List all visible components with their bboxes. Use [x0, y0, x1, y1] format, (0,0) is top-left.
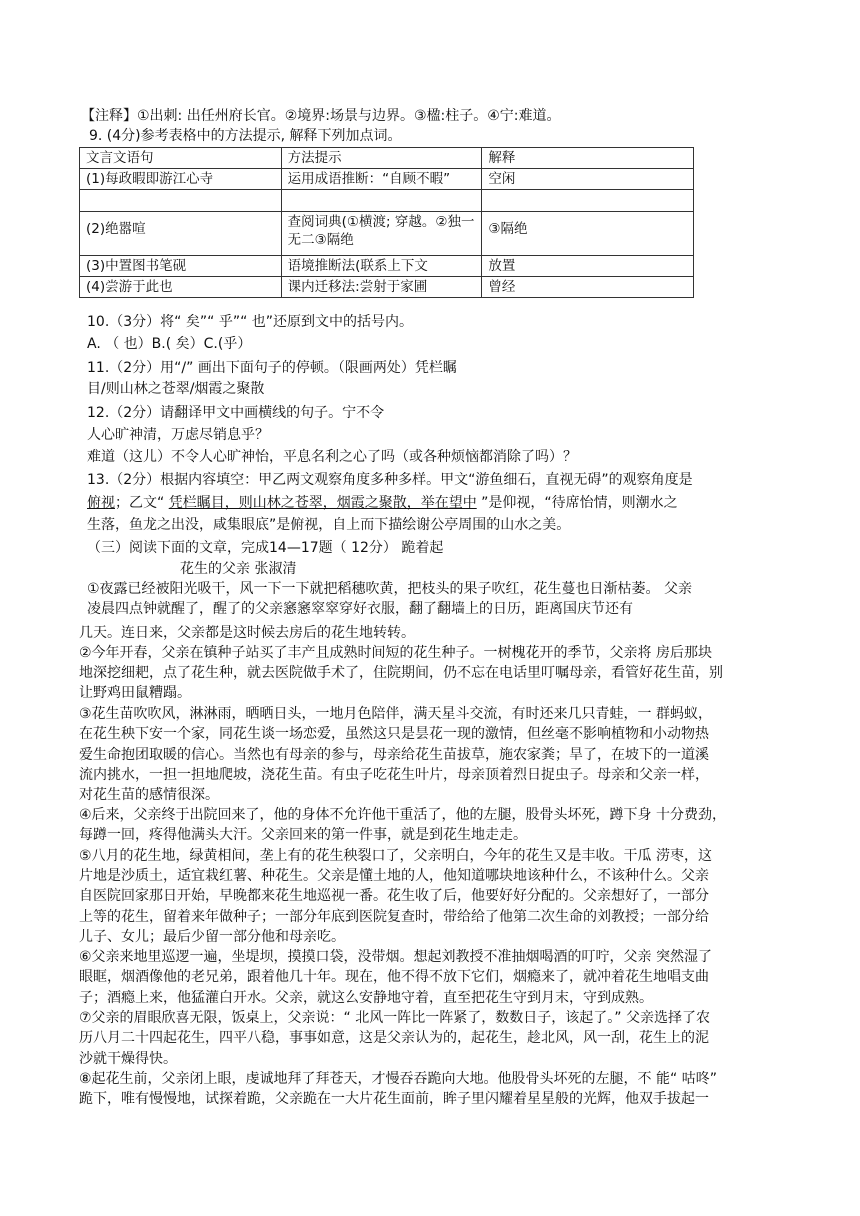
paragraph-line: ④后来，父亲终于出院回来了，他的身体不允许他干重活了，他的左腿，股骨头坏死，蹲下身 十分费劲， — [79, 807, 726, 823]
section-3-heading: （三）阅读下面的文章，完成14—17题（ 12分） 跪着起 — [87, 540, 444, 556]
question-13-prompt: 13.（2分）根据内容填空：甲乙两文观察角度多种多样。甲文“游鱼细石，直视无碍”的观察角度是 — [87, 472, 693, 488]
paragraph-line: 儿子、女儿；最后少留一部分他和母亲吃。 — [79, 929, 345, 945]
paragraph-line: 几天。连日来，父亲都是这时候去房后的花生地转转。 — [79, 625, 415, 641]
table-cell: (2)绝嚣喧 — [80, 212, 282, 256]
question-12-sentence: 人心旷神清，万虑尽销息乎？ — [87, 427, 269, 443]
table-header-cell: 文言文语句 — [80, 148, 282, 169]
answer-blank-2: 凭栏瞩目，则山林之苍翠，烟霞之聚散，举在望中 — [168, 495, 477, 511]
table-cell — [482, 190, 694, 212]
paragraph-line: 沙就干燥得快。 — [79, 1051, 177, 1067]
table-row — [80, 277, 694, 298]
table-cell: 语境推断法(联系上下文 — [281, 256, 482, 277]
question-9-prompt: 9. (4分)参考表格中的方法提示, 解释下列加点词。 — [89, 128, 402, 144]
question-11-prompt: 11.（2分）用“/” 画出下面句子的停顿。（限画两处）凭栏瞩 — [87, 360, 457, 376]
paragraph-line: 流内挑水，一担一担地爬坡，浇花生苗。有虫子吃花生叶片，母亲顶着烈日捉虫子。母亲和父亲一样， — [79, 767, 709, 783]
paragraph-line: ⑧起花生前，父亲闭上眼，虔诚地拜了拜苍天，才慢吞吞跪向大地。他股骨头坏死的左腿，不 能“ 咕咚” — [79, 1071, 717, 1087]
table-cell — [80, 190, 282, 212]
paragraph-line: ⑦父亲的眉眼欣喜无限，饭桌上，父亲说：“ 北风一阵比一阵紧了，数数日子，该起了。” 父亲选择了农 — [79, 1010, 710, 1026]
question-10-answer: A. （ 也）B.( 矣）C.(乎） — [87, 336, 252, 352]
table-cell: 运用成语推断：“自顾不暇” — [281, 169, 482, 190]
question-11-answer: 目/则山林之苍翠/烟霞之聚散 — [87, 381, 265, 397]
annotation-note: 【注释】①出刺: 出任州府长官。②境界:场景与边界。③楹:柱子。④宁:难道。 — [81, 108, 561, 124]
table-header-row — [80, 148, 694, 169]
question-13-answer-line — [87, 494, 678, 513]
table-header-cell: 方法提示 — [281, 148, 482, 169]
paragraph-line: 凌晨四点钟就醒了，醒了的父亲窸窸窣窣穿好衣服，翻了翻墙上的日历，距离国庆节还有 — [87, 601, 633, 617]
paragraph-line: 眼眶，烟酒像他的老兄弟，跟着他几十年。现在，他不得不放下它们，烟瘾来了，就冲着花生地唱支曲 — [79, 969, 709, 985]
table-row — [80, 212, 694, 256]
paragraph-line: 跪下，唯有慢慢地，试探着跪，父亲跪在一大片花生面前，眸子里闪耀着星星般的光辉，他双手拔起一 — [79, 1091, 709, 1107]
question-13-answer-cont: 生落，鱼龙之出没，咸集眼底”是俯视，自上而下描绘谢公亭周围的山水之美。 — [87, 517, 571, 533]
answer-blank-1: 俯视 — [87, 495, 115, 511]
paragraph-line: 历八月二十四起花生，四平八稳，事事如意，这是父亲认为的，起花生，趁北风，风一刮，花生上的泥 — [79, 1030, 709, 1046]
table-row — [80, 169, 694, 190]
answer-text: ；乙文“ — [115, 495, 169, 511]
paragraph-line: 每蹲一回，疼得他满头大汗。父亲回来的第一件事，就是到花生地走走。 — [79, 827, 527, 843]
paragraph-line: ①夜露已经被阳光吸干，风一下一下就把稻穗吹黄，把枝头的果子吹红，花生蔓也日渐枯萎。 父亲 — [87, 581, 692, 597]
question-9-table — [79, 147, 694, 298]
table-cell: (4)尝游于此也 — [80, 277, 282, 298]
paragraph-line: ③花生苗吹吹风，淋淋雨，晒晒日头，一地月色陪伴，满天星斗交流，有时还来几只青蛙，一 群蚂蚁， — [79, 706, 712, 722]
paragraph-line: 片地是沙质土，适宜栽红薯、种花生。父亲是懂土地的人，他知道哪块地该种什么，不该种什么。父亲 — [79, 868, 709, 884]
paragraph-line: 让野鸡田鼠糟蹋。 — [79, 685, 191, 701]
article-title: 花生的父亲 张淑清 — [180, 561, 297, 577]
table-cell: 曾经 — [482, 277, 694, 298]
table-cell: (1)每政暇即游江心寺 — [80, 169, 282, 190]
paragraph-line: 对花生苗的感情很深。 — [79, 787, 219, 803]
table-row — [80, 256, 694, 277]
table-cell: 查阅词典(①横渡; 穿越。②独一无二③隔绝 — [281, 212, 482, 256]
table-cell: ③隔绝 — [482, 212, 694, 256]
table-cell: 空闲 — [482, 169, 694, 190]
paragraph-line: 上等的花生，留着来年做种子；一部分年底到医院复查时，带给给了他第二次生命的刘教授；一部分给 — [79, 909, 709, 925]
paragraph-line: 自医院回家那日开始，早晚都来花生地巡视一番。花生收了后，他要好好分配的。父亲想好了，一部分 — [79, 888, 709, 904]
table-cell — [281, 190, 482, 212]
answer-text: ”是仰视，“待席怡情，则潮水之 — [476, 495, 678, 511]
table-cell: 放置 — [482, 256, 694, 277]
paragraph-line: ②今年开春，父亲在镇种子站买了丰产且成熟时间短的花生种子。一树槐花开的季节，父亲将 房后那块 — [79, 645, 712, 661]
paragraph-line: 在花生秧下安一个家，同花生谈一场恋爱，虽然这只是昙花一现的激情，但丝毫不影响植物和小动物热 — [79, 726, 709, 742]
table-cell: 课内迁移法:尝射于家圃 — [281, 277, 482, 298]
paragraph-line: ⑤八月的花生地，绿黄相间，垄上有的花生秧裂口了，父亲明白，今年的花生又是丰收。干瓜 涝枣，这 — [79, 848, 712, 864]
paragraph-line: 爱生命抱团取暖的信心。当然也有母亲的参与，母亲给花生苗拔草，施农家粪；旱了，在坡下的一道溪 — [79, 747, 709, 763]
question-10-prompt: 10.（3分）将“ 矣”“ 乎”“ 也”还原到文中的括号内。 — [87, 314, 414, 330]
table-row-empty — [80, 190, 694, 212]
table-header-cell: 解释 — [482, 148, 694, 169]
question-12-prompt: 12.（2分）请翻译甲文中画横线的句子。宁不令 — [87, 405, 385, 421]
question-12-answer: 难道（这儿）不令人心旷神怡，平息名利之心了吗（或各种烦恼都消除了吗）？ — [87, 449, 577, 465]
paragraph-line: ⑥父亲来地里巡逻一遍，坐堤坝，摸摸口袋，没带烟。想起刘教授不准抽烟喝酒的叮咛，父亲 突然湿了 — [79, 949, 712, 965]
paragraph-line: 地深挖细耙，点了花生种，就去医院做手术了，住院期间，仍不忘在电话里叮嘱母亲，看管好花生苗，别 — [79, 665, 723, 681]
table-cell: (3)中置图书笔砚 — [80, 256, 282, 277]
paragraph-line: 子；酒瘾上来，他猛灌白开水。父亲，就这么安静地守着，直至把花生守到月末，守到成熟。 — [79, 990, 653, 1006]
